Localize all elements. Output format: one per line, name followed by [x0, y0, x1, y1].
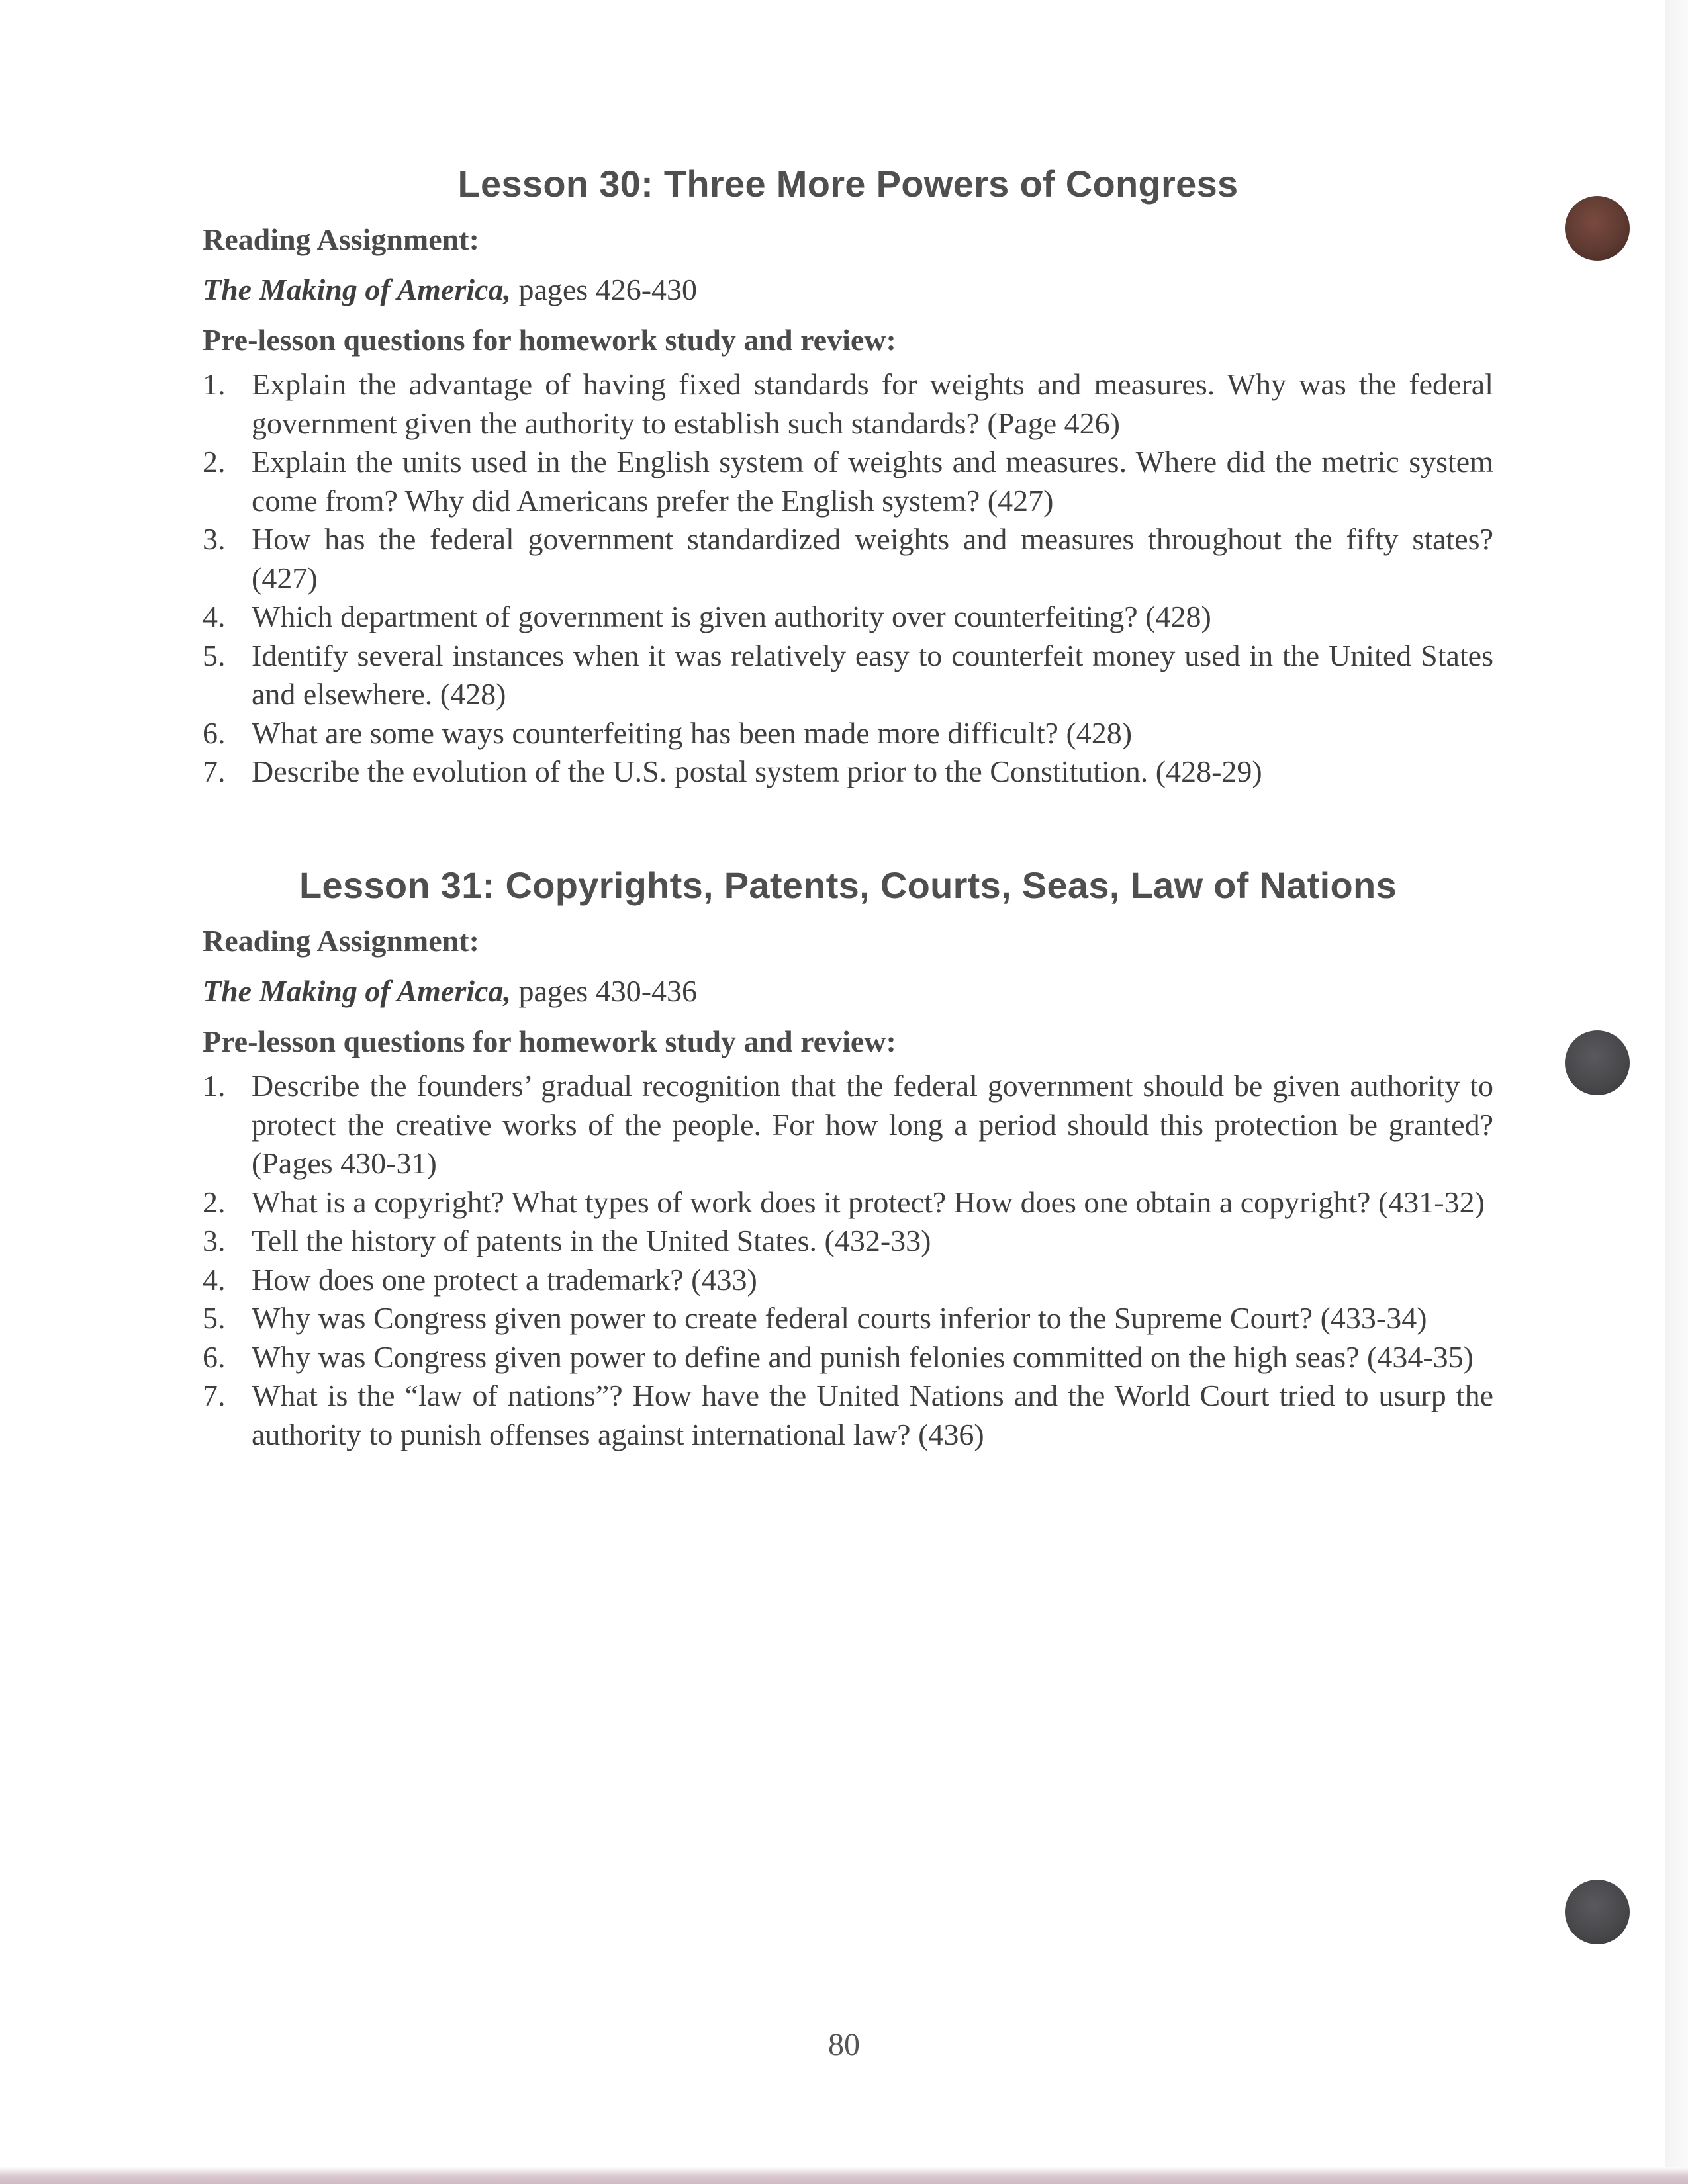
page-edge-shadow — [1665, 0, 1688, 2184]
question-text: Identify several instances when it was relatively easy to counterfeit money used in the United States and elsewhere. (428) — [252, 638, 1493, 711]
question-text: Which department of government is given authority over counterfeiting? (428) — [252, 600, 1211, 633]
reading-pages: pages 426-430 — [510, 273, 698, 306]
reading-assignment-label: Reading Assignment: — [203, 222, 479, 256]
page-bottom-edge — [0, 2167, 1688, 2184]
question-item — [203, 1261, 1493, 1300]
reading-reference — [203, 966, 1493, 1017]
lesson-31-section — [203, 860, 1493, 1454]
question-item — [203, 1377, 1493, 1454]
reading-pages: pages 430-436 — [510, 974, 698, 1008]
book-title: The Making of America, — [203, 974, 511, 1008]
question-number: 7. — [203, 1379, 226, 1412]
question-text: Why was Congress given power to create federal courts inferior to the Supreme Court? (433-34) — [252, 1301, 1427, 1335]
reading-reference — [203, 265, 1493, 315]
question-item — [203, 598, 1493, 637]
question-number: 4. — [203, 1262, 226, 1297]
question-item — [203, 520, 1493, 598]
binder-hole-middle — [1565, 1030, 1630, 1095]
question-number: 5. — [203, 1301, 226, 1335]
page-number: 80 — [828, 2027, 860, 2062]
question-number: 4. — [203, 600, 226, 633]
question-item — [203, 752, 1493, 792]
question-number: 2. — [203, 1185, 226, 1219]
question-text: How has the federal government standardized weights and measures throughout the fifty states? (427) — [252, 522, 1493, 595]
question-item — [203, 443, 1493, 520]
question-number: 2. — [203, 445, 226, 478]
question-text: What is the “law of nations”? How have the United Nations and the World Court tried to usurp the authority to punish offenses against international law? (436) — [252, 1379, 1493, 1451]
question-number: 1. — [203, 1069, 226, 1103]
question-text: Why was Congress given power to define and punish felonies committed on the high seas? (434-35) — [252, 1340, 1474, 1374]
lesson-30-section — [203, 159, 1493, 792]
question-text: Explain the units used in the English system of weights and measures. Where did the metric system come from? Why did Americans prefer the English system? (427) — [252, 445, 1493, 518]
question-item — [203, 1222, 1493, 1261]
question-text: Describe the evolution of the U.S. postal system prior to the Constitution. (428-29) — [252, 754, 1262, 788]
question-item — [203, 637, 1493, 714]
question-list — [203, 1067, 1493, 1454]
question-number: 5. — [203, 638, 226, 672]
question-number: 6. — [203, 1340, 226, 1374]
question-item — [203, 714, 1493, 753]
questions-label: Pre-lesson questions for homework study and review: — [203, 323, 896, 357]
question-item — [203, 1338, 1493, 1377]
lesson-title: Lesson 31: Copyrights, Patents, Courts, Seas, Law of Nations — [299, 864, 1397, 906]
question-number: 1. — [203, 367, 226, 401]
question-text: Explain the advantage of having fixed standards for weights and measures. Why was the federal government given the authority to establish such standards? (Page 426) — [252, 367, 1493, 440]
question-item — [203, 1183, 1493, 1222]
question-number: 3. — [203, 1224, 226, 1257]
binder-hole-bottom — [1565, 1880, 1630, 1944]
question-text: Describe the founders’ gradual recognition that the federal government should be given authority to protect the creative works of the people. For how long a period should this protection be granted? (Pages 430-31) — [252, 1069, 1493, 1180]
questions-label: Pre-lesson questions for homework study and review: — [203, 1024, 896, 1058]
binder-hole-top — [1565, 196, 1630, 261]
question-number: 3. — [203, 522, 226, 556]
question-text: What are some ways counterfeiting has been made more difficult? (428) — [252, 715, 1133, 750]
question-text: Tell the history of patents in the United States. (432-33) — [252, 1224, 931, 1257]
question-text: How does one protect a trademark? (433) — [252, 1262, 757, 1297]
reading-assignment-label: Reading Assignment: — [203, 924, 479, 958]
lesson-title: Lesson 30: Three More Powers of Congress — [457, 163, 1239, 205]
question-number: 6. — [203, 715, 226, 750]
question-item — [203, 1299, 1493, 1338]
question-list — [203, 365, 1493, 792]
question-text: What is a copyright? What types of work does it protect? How does one obtain a copyright? (431-32) — [252, 1185, 1485, 1219]
question-item — [203, 365, 1493, 443]
question-item — [203, 1067, 1493, 1183]
book-title: The Making of America, — [203, 273, 511, 306]
question-number: 7. — [203, 754, 226, 788]
